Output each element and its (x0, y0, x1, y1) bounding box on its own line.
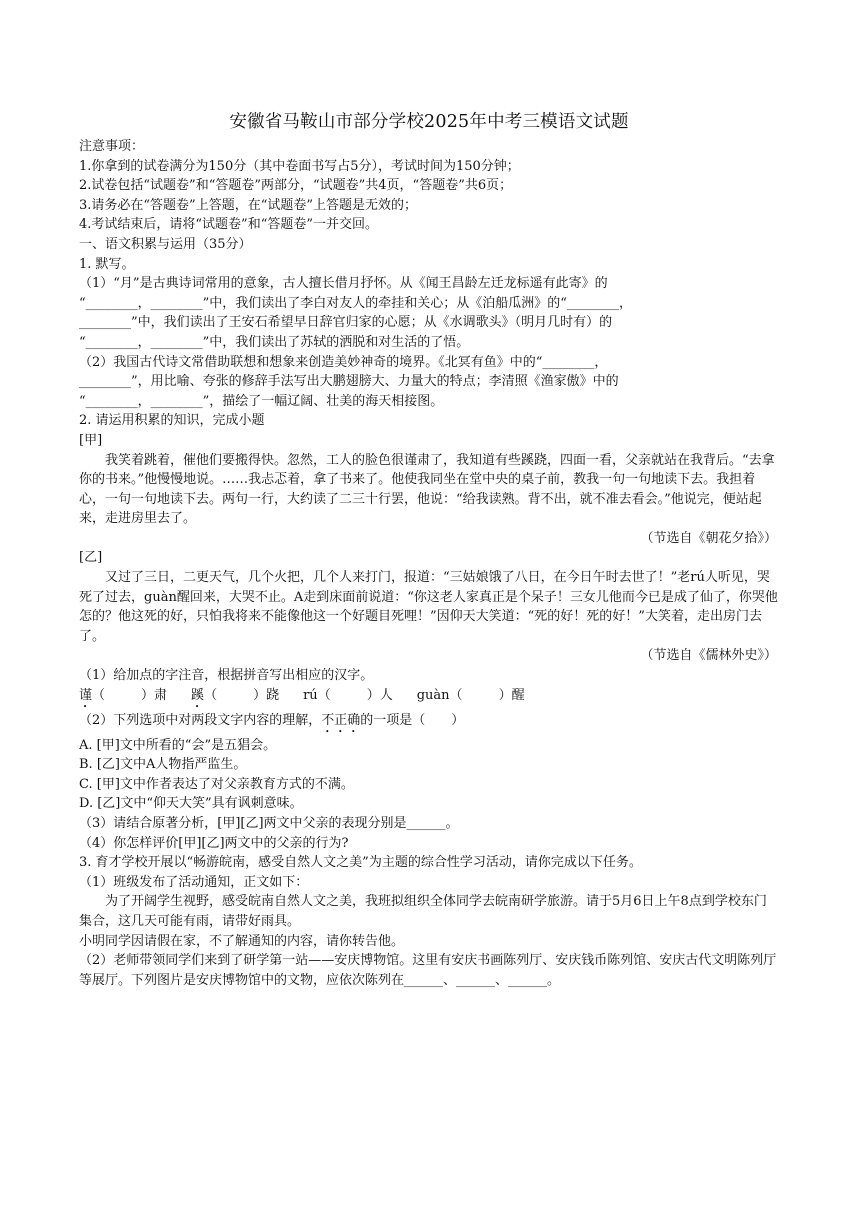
dotted-char: 谨 (79, 687, 93, 703)
question-3-label: 3. 育才学校开展以“畅游皖南，感受自然人文之美”为主题的综合性学习活动，请你完成以下任务。 (79, 855, 642, 871)
passage-yi-source: （节选自《儒林外史》） (640, 648, 777, 664)
notice-item: 3.请务必在“答题卷”上答题，在“试题卷”上答题是无效的； (79, 197, 417, 213)
passage-jia-tag: [甲] (79, 432, 103, 448)
option-a: A. [甲]文中所看的“会”是五猖会。 (79, 737, 277, 753)
question-2-label: 2. 请运用积累的知识，完成小题 (79, 413, 265, 429)
pinyin-text: rú (303, 687, 318, 703)
activity-notice-text: 为了开阔学生视野，感受皖南自然人文之美，我班拟组织全体同学去皖南研学旅游。请于5月6日上午8点到学校东门集合，这几天可能有雨，请带好雨具。 (79, 894, 767, 929)
emphasized-text: 不正确 (321, 712, 361, 728)
pinyin-row: 谨（ ）肃 蹊（ ）跷 rú（ ）人 guàn（ ）醒 (79, 687, 525, 703)
pinyin-text: guàn (416, 687, 450, 703)
question-1-part1-line: “________，________”中，我们读出了李白对友人的牵挂和关心；从《泊船瓜洲》的“________， (79, 295, 632, 311)
notice-heading: 注意事项： (79, 139, 145, 154)
question-1-part1-line: ________”中，我们读出了王安石希望早日辞官归家的心愿；从《水调歌头》（明月几时有）的 (79, 315, 613, 331)
question-1-label: 1. 默写。 (79, 256, 135, 272)
notice-item: 4.考试结束后，请将“试题卷”和“答题卷”一并交回。 (79, 217, 378, 233)
exam-title: 安徽省马鞍山市部分学校2025年中考三模语文试题 (229, 112, 629, 132)
question-3-sub1: （1）班级发布了活动通知，正文如下： (79, 874, 309, 890)
question-3-instruction: 小明同学因请假在家，不了解通知的内容，请你转告他。 (79, 933, 405, 949)
question-1-part2-line: “________，________”，描绘了一幅辽阔、壮美的海天相接图。 (79, 393, 444, 409)
option-b: B. [乙]文中A人物指严监生。 (79, 757, 247, 773)
question-1-part2-line: （2）我国古代诗文常借助联想和想象来创造美妙神奇的境界。《北冥有鱼》中的“________， (79, 354, 608, 370)
option-d: D. [乙]文中“仰天大笑”具有讽刺意味。 (79, 796, 303, 812)
section-heading: 一、语文积累与运用（35分） (79, 236, 252, 252)
subquestion-4: （4）你怎样评价[甲][乙]两文中的父亲的行为? (79, 835, 349, 851)
passage-yi-text: 又过了三日，二更天气，几个火把，几个人来打门，报道：“三姑娘饿了八日，在今日午时去世了！”老rú人听见，哭死了过去，guàn醒回来，大哭不止。A走到床面前说道：“你这老人家真正是个呆子！三女儿他而今已是成了仙了，你哭他怎的？他这死的好，只怕我将来不能像他这一个好题目死哩！”因仰天大笑道：“死的好！死的好！”大笑着，走出房门去了。 (79, 570, 778, 644)
subquestion-2: （2）下列选项中对两段文字内容的理解，不正确的一项是（ ） (79, 712, 465, 728)
subquestion-1: （1）给加点的字注音，根据拼音写出相应的汉字。 (79, 668, 374, 684)
question-1-part1-line: （1）“月”是古典诗词常用的意象，古人擅长借月抒怀。从《闻王昌龄左迁龙标遥有此寄》的 (79, 276, 608, 292)
dotted-char: 蹊 (191, 687, 205, 703)
passage-yi-tag: [乙] (79, 550, 103, 566)
question-1-part2-line: ________”，用比喻、夸张的修辞手法写出大鹏翅膀大、力量大的特点；李清照《渔家傲》中的 (79, 374, 619, 390)
question-3-sub2: （2）老师带领同学们来到了研学第一站——安庆博物馆。这里有安庆书画陈列厅、安庆钱币陈列馆、安庆古代文明陈列厅等展厅。下列图片是安庆博物馆中的文物，应依次陈列在______、______、______。 (79, 953, 777, 988)
passage-jia-source: （节选自《朝花夕拾》） (640, 530, 777, 546)
option-c: C. [甲]文中作者表达了对父亲教育方式的不满。 (79, 776, 354, 792)
subquestion-3: （3）请结合原著分析，[甲][乙]两文中父亲的表现分别是______。 (79, 816, 459, 831)
passage-jia-text: 我笑着跳着，催他们要搬得快。忽然，工人的脸色很谨肃了，我知道有些蹊跷，四面一看，父亲就站在我背后。“去拿你的书来。”他慢慢地说。……我忐忑着，拿了书来了。他使我同坐在堂中央的桌子前，教我一句一句地读下去。我担着心，一句一句地读下去。两句一行，大约读了二三十行罢，他说：“给我读熟。背不出，就不准去看会。”他说完，便站起来，走进房里去了。 (79, 452, 775, 527)
notice-item: 2.试卷包括“试题卷”和“答题卷”两部分，“试题卷”共4页，“答题卷”共6页； (79, 178, 513, 194)
notice-item: 1.你拿到的试卷满分为150分（其中卷面书写占5分），考试时间为150分钟； (79, 158, 520, 174)
question-1-part1-line: “________，________”中，我们读出了苏轼的洒脱和对生活的了悟。 (79, 334, 470, 350)
exam-page (79, 100, 779, 990)
